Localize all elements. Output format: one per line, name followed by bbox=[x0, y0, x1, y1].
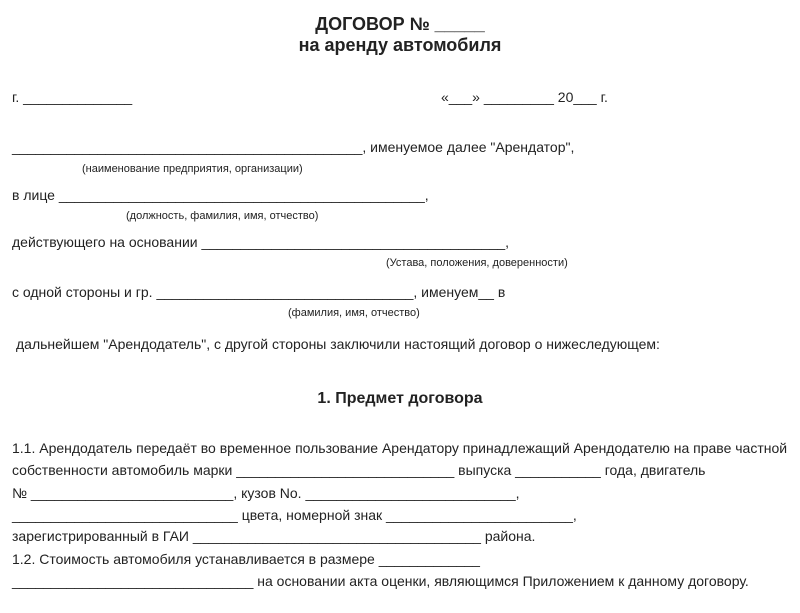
party2-hint: (фамилия, имя, отчество) bbox=[288, 307, 420, 319]
section1-title: 1. Предмет договора bbox=[317, 390, 483, 407]
p12-line2: _______________________________ на основании акта оценки, являющимся Приложением к данному договору. bbox=[12, 573, 749, 589]
p11-line2: собственности автомобиль марки ____________________________ выпуска ___________ года, двигатель bbox=[12, 462, 706, 478]
city-line: г. ______________ bbox=[12, 89, 133, 105]
document-subtitle: на аренду автомобиля bbox=[298, 35, 502, 55]
p11-line4: _____________________________ цвета, номерной знак ________________________, bbox=[12, 507, 577, 523]
party1-line: _____________________________________________, именуемое далее "Арендатор", bbox=[12, 139, 575, 155]
intro-line: дальнейшем "Арендодатель", с другой стороны заключили настоящий договор о нижеследующем: bbox=[16, 336, 660, 352]
date-line: «___» _________ 20___ г. bbox=[441, 89, 608, 105]
person-line: в лице _______________________________________________, bbox=[12, 187, 429, 203]
basis-hint: (Устава, положения, доверенности) bbox=[386, 257, 568, 269]
p11-line3: № __________________________, кузов No. ___________________________, bbox=[12, 485, 520, 501]
party1-hint: (наименование предприятия, организации) bbox=[82, 163, 303, 175]
person-hint: (должность, фамилия, имя, отчество) bbox=[126, 210, 319, 222]
basis-line: действующего на основании _______________________________________, bbox=[12, 234, 510, 250]
p12-line1: 1.2. Стоимость автомобиля устанавливается в размере _____________ bbox=[12, 551, 480, 567]
p11-line1: 1.1. Арендодатель передаёт во временное пользование Арендатору принадлежащий Арендодателю на праве частной bbox=[12, 440, 788, 456]
document-title: ДОГОВОР № _____ bbox=[315, 14, 485, 34]
party2-line: с одной стороны и гр. _________________________________, именуем__ в bbox=[12, 284, 506, 300]
p11-line5: зарегистрированный в ГАИ _____________________________________ района. bbox=[12, 528, 536, 544]
